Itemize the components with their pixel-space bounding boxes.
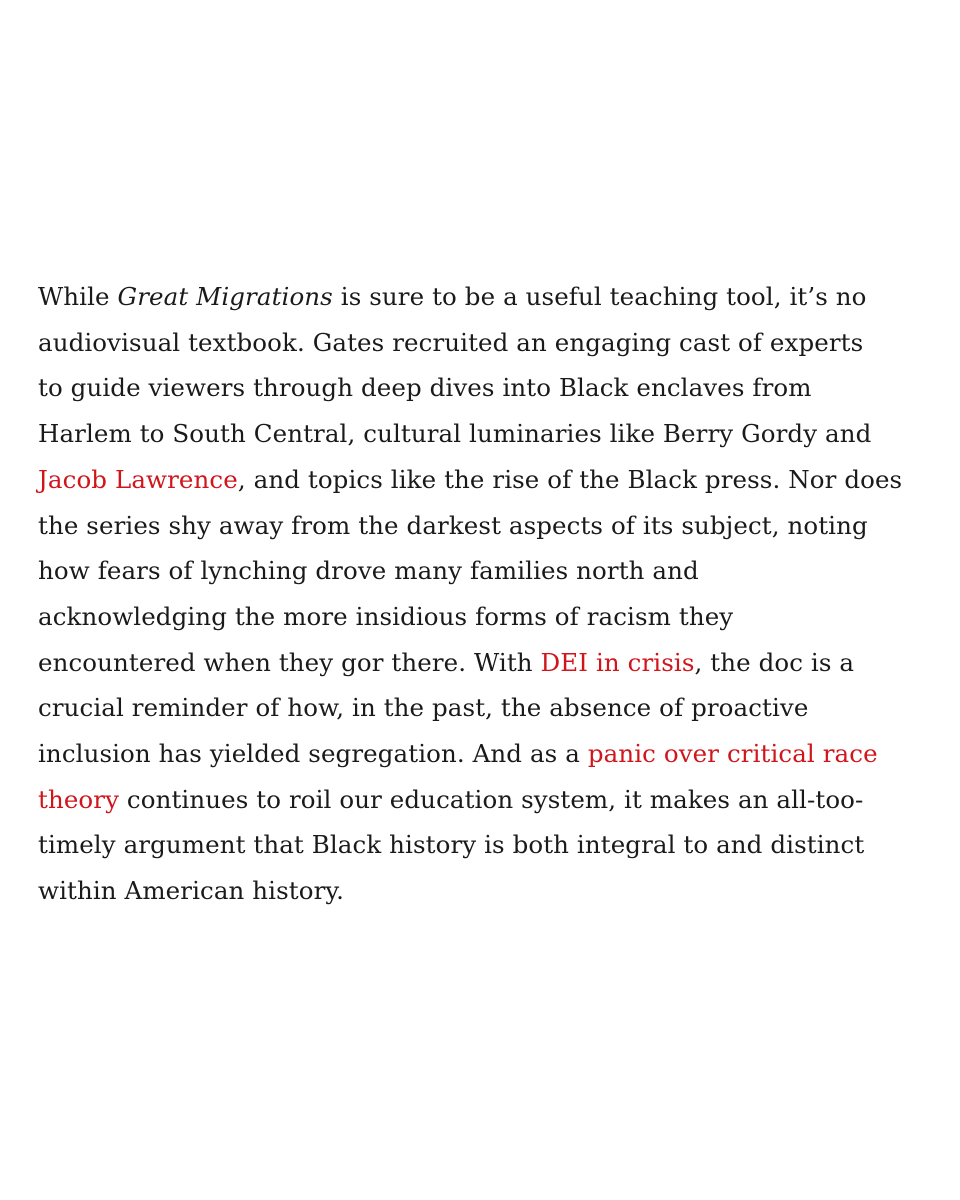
- text-run: audiovisual textbook. Gates recruited an engaging cast of experts: [38, 327, 864, 357]
- text-line: [38, 731, 938, 777]
- link-jacob-lawrence[interactable]: Jacob Lawrence: [38, 464, 238, 494]
- text-run: , and topics like the rise of the Black press. Nor does: [237, 464, 903, 494]
- text-line: [38, 822, 938, 868]
- text-line: [38, 457, 938, 503]
- text-run: continues to roil our education system, it makes an all-too-: [119, 784, 864, 814]
- text-run: inclusion has yielded segregation. And as a: [38, 739, 588, 769]
- text-run: to guide viewers through deep dives into Black enclaves from: [38, 373, 812, 403]
- link-critical-race-theory[interactable]: theory: [38, 784, 120, 814]
- text-run: encountered when they gor there. With: [38, 647, 541, 677]
- title-italic: Great Migrations: [117, 282, 333, 311]
- text-run: acknowledging the more insidious forms of racism they: [38, 601, 734, 631]
- text-run: is sure to be a useful teaching tool, it’s no: [332, 282, 867, 311]
- text-line: [38, 685, 938, 731]
- text-line: [38, 503, 938, 549]
- text-line: [38, 777, 938, 823]
- text-line: [38, 411, 938, 457]
- text-line: [38, 320, 938, 366]
- text-run: within American history.: [38, 876, 344, 906]
- text-line: [38, 868, 938, 914]
- text-run: the series shy away from the darkest aspects of its subject, noting: [38, 510, 868, 540]
- article-paragraph: [38, 274, 938, 914]
- text-line: [38, 640, 938, 686]
- text-line: [38, 365, 938, 411]
- link-dei-in-crisis[interactable]: DEI in crisis: [540, 647, 695, 677]
- text-run: crucial reminder of how, in the past, the absence of proactive: [38, 693, 809, 723]
- text-run: timely argument that Black history is both integral to and distinct: [38, 830, 865, 860]
- text-run: While: [38, 282, 118, 311]
- text-line: [38, 594, 938, 640]
- text-run: Harlem to South Central, cultural luminaries like Berry Gordy and: [38, 419, 872, 449]
- link-critical-race-theory[interactable]: panic over critical race: [587, 739, 878, 769]
- text-run: , the doc is a: [694, 647, 855, 677]
- text-run: how fears of lynching drove many families north and: [38, 556, 699, 586]
- text-line: [38, 274, 938, 320]
- text-line: [38, 548, 938, 594]
